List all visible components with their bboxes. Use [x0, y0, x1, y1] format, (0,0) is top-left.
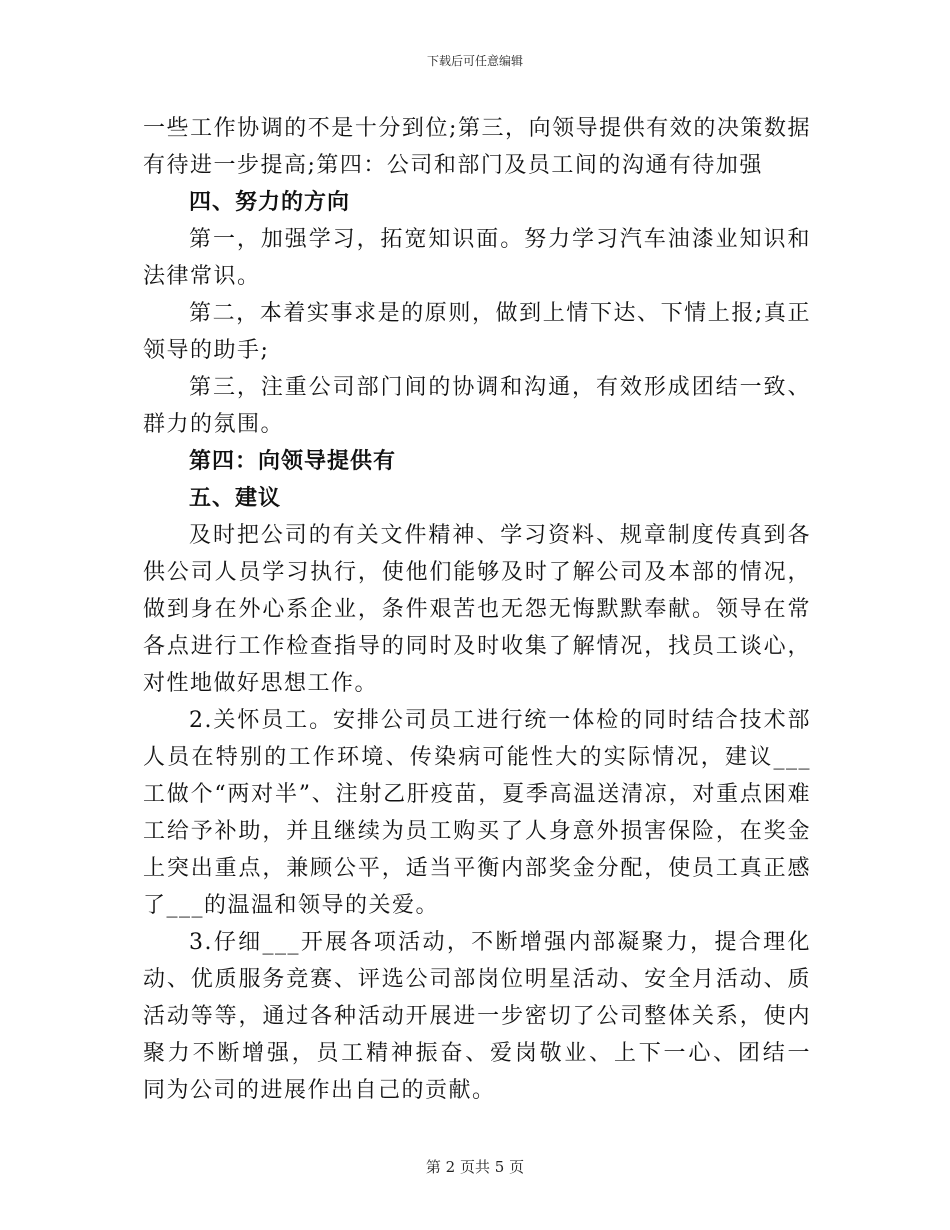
page-number: 第 2 页共 5 页	[425, 1158, 525, 1176]
body-line: 第三，注重公司部门间的协调和沟通，有效形成团结一致、	[189, 375, 811, 400]
section-heading: 四、努力的方向	[189, 189, 351, 215]
body-line: 上突出重点，兼顾公平，适当平衡内部奖金分配，使员工真正感	[143, 856, 811, 881]
body-line: 对性地做好思想工作。	[143, 671, 379, 696]
body-line: 第二，本着实事求是的原则，做到上情下达、下情上报;真正	[189, 301, 811, 326]
body-line: 工做个“两对半”、注射乙肝疫苗，夏季高温送清凉，对重点困难	[143, 782, 811, 807]
body-line: 2.关怀员工。安排公司员工进行统一体检的同时结合技术部	[189, 708, 811, 733]
body-line: 3.仔细___开展各项活动，不断增强内部凝聚力，提合理化	[189, 930, 811, 955]
body-line: 人员在特别的工作环境、传染病可能性大的实际情况，建议___	[143, 745, 811, 770]
body-line: 领导的助手;	[143, 338, 270, 363]
body-line: 法律常识。	[143, 264, 261, 289]
body-line: 做到身在外心系企业，条件艰苦也无怨无悔默默奉献。领导在常	[143, 597, 811, 622]
body-line: 了___的温温和领导的关爱。	[143, 893, 440, 918]
body-line: 第一，加强学习，拓宽知识面。努力学习汽车油漆业知识和	[189, 227, 811, 252]
body-line: 有待进一步提高;第四：公司和部门及员工间的沟通有待加强	[143, 153, 763, 178]
body-line: 工给予补助，并且继续为员工购买了人身意外损害保险，在奖金	[143, 819, 811, 844]
body-line: 活动等等，通过各种活动开展进一步密切了公司整体关系，使内	[143, 1004, 811, 1029]
body-line: 动、优质服务竞赛、评选公司部岗位明星活动、安全月活动、质	[143, 967, 811, 992]
section-heading: 五、建议	[189, 485, 282, 511]
document-body	[143, 110, 811, 1109]
body-line: 聚力不断增强，员工精神振奋、爱岗敬业、上下一心、团结一	[143, 1041, 811, 1066]
body-line: 一些工作协调的不是十分到位;第三，向领导提供有效的决策数据	[143, 116, 811, 141]
body-line: 同为公司的进展作出自己的贡献。	[143, 1078, 496, 1103]
body-line: 群力的氛围。	[143, 412, 285, 437]
section-heading: 第四：向领导提供有	[189, 448, 397, 474]
body-line: 供公司人员学习执行，使他们能够及时了解公司及本部的情况，	[143, 560, 811, 585]
page-header: 下载后可任意编辑	[426, 54, 523, 68]
body-line: 及时把公司的有关文件精神、学习资料、规章制度传真到各	[189, 523, 811, 548]
body-line: 各点进行工作检查指导的同时及时收集了解情况，找员工谈心，	[143, 634, 811, 659]
